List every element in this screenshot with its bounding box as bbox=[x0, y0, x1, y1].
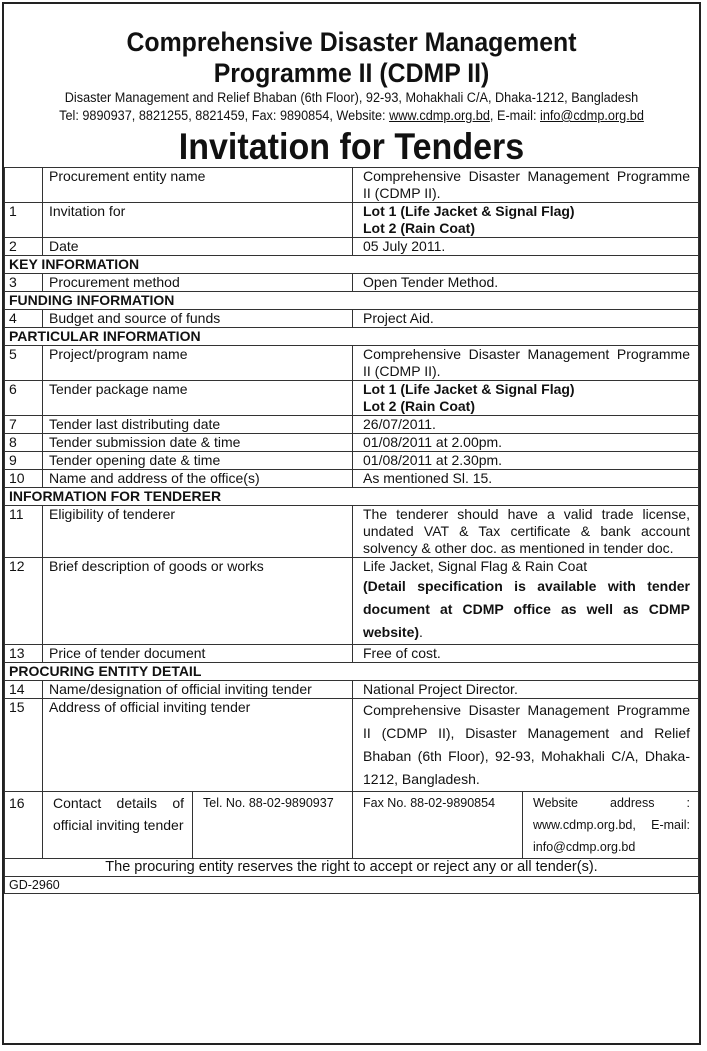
goods-summary: Life Jacket, Signal Flag & Rain Coat bbox=[363, 558, 588, 574]
contact-tel: Tel. No. 88-02-9890937 bbox=[193, 792, 353, 859]
row-label: Tender opening date & time bbox=[43, 452, 353, 470]
section-header: INFORMATION FOR TENDERER bbox=[5, 488, 699, 506]
row-number: 7 bbox=[5, 416, 43, 434]
section-header: PARTICULAR INFORMATION bbox=[5, 328, 699, 346]
row-value: Project Aid. bbox=[353, 310, 699, 328]
section-header: FUNDING INFORMATION bbox=[5, 292, 699, 310]
table-row bbox=[5, 699, 699, 792]
table-row bbox=[5, 506, 699, 558]
contact-website-email: Website address : www.cdmp.org.bd, E-mail: info@cdmp.org.bd bbox=[523, 792, 699, 859]
row-label: Tender last distributing date bbox=[43, 416, 353, 434]
row-value: 26/07/2011. bbox=[353, 416, 699, 434]
row-value: Comprehensive Disaster Management Programme II (CDMP II). bbox=[353, 168, 699, 203]
table-row bbox=[5, 452, 699, 470]
document-code: GD-2960 bbox=[5, 877, 699, 894]
row-label: Project/program name bbox=[43, 346, 353, 381]
organization-address: Disaster Management and Relief Bhaban (6th Floor), 92-93, Mohakhali C/A, Dhaka-1212, Bangladesh bbox=[64, 90, 639, 105]
row-number: 15 bbox=[5, 699, 43, 792]
row-label: Eligibility of tenderer bbox=[43, 506, 353, 558]
table-row bbox=[5, 558, 699, 645]
row-value: The tenderer should have a valid trade license, undated VAT & Tax certificate & bank account solvency & other doc. as mentioned in tender doc. bbox=[353, 506, 699, 558]
row-value: 01/08/2011 at 2.00pm. bbox=[353, 434, 699, 452]
row-value: Comprehensive Disaster Management Programme II (CDMP II), Disaster Management and Relief Bhaban (6th Floor), 92-93, Mohakhali C/A, Dhaka-1212, Bangladesh. bbox=[353, 699, 699, 792]
organization-title-line1: Comprehensive Disaster Management bbox=[126, 27, 577, 57]
row-label: Procurement entity name bbox=[43, 168, 353, 203]
table-row bbox=[5, 470, 699, 488]
row-label: Address of official inviting tender bbox=[43, 699, 353, 792]
row-value: Free of cost. bbox=[353, 645, 699, 663]
contact-label: Contact details of official inviting tender bbox=[43, 792, 193, 859]
footer-note-row bbox=[5, 859, 699, 877]
row-value: Comprehensive Disaster Management Programme II (CDMP II). bbox=[353, 346, 699, 381]
contact-fax: Fax No. 88-02-9890854 bbox=[353, 792, 523, 859]
contact-prefix: Tel: 9890937, 8821255, 8821459, Fax: 9890854, Website: bbox=[59, 108, 390, 123]
organization-title-line2: Programme II (CDMP II) bbox=[213, 58, 490, 88]
row-number: 1 bbox=[5, 203, 43, 238]
notice-header bbox=[4, 27, 699, 167]
row-label: Budget and source of funds bbox=[43, 310, 353, 328]
table-row bbox=[5, 792, 699, 859]
email-link[interactable]: info@cdmp.org.bd bbox=[539, 108, 644, 123]
table-row bbox=[5, 346, 699, 381]
row-label: Name/designation of official inviting tender bbox=[43, 681, 353, 699]
row-number: 12 bbox=[5, 558, 43, 645]
lot-2: Lot 2 (Rain Coat) bbox=[363, 398, 475, 414]
row-value: 01/08/2011 at 2.30pm. bbox=[353, 452, 699, 470]
table-row bbox=[5, 310, 699, 328]
row-number: 6 bbox=[5, 381, 43, 416]
footer-note: The procuring entity reserves the right to accept or reject any or all tender(s). bbox=[5, 859, 699, 877]
row-label: Invitation for bbox=[43, 203, 353, 238]
row-value: Open Tender Method. bbox=[353, 274, 699, 292]
row-number: 3 bbox=[5, 274, 43, 292]
lot-2: Lot 2 (Rain Coat) bbox=[363, 220, 475, 236]
detail-specification: (Detail specification is available with tender document at CDMP office as well as CDMP website) bbox=[363, 578, 690, 640]
row-number bbox=[5, 168, 43, 203]
table-row bbox=[5, 416, 699, 434]
row-value bbox=[353, 381, 699, 416]
notice-heading: Invitation for Tenders bbox=[178, 126, 525, 167]
row-number: 5 bbox=[5, 346, 43, 381]
row-number: 8 bbox=[5, 434, 43, 452]
table-row bbox=[5, 381, 699, 416]
table-row bbox=[5, 203, 699, 238]
table-row bbox=[5, 434, 699, 452]
row-label: Date bbox=[43, 238, 353, 256]
row-number: 9 bbox=[5, 452, 43, 470]
row-label: Name and address of the office(s) bbox=[43, 470, 353, 488]
row-number: 10 bbox=[5, 470, 43, 488]
row-number: 16 bbox=[5, 792, 43, 859]
website-link[interactable]: www.cdmp.org.bd bbox=[389, 108, 490, 123]
row-label: Tender submission date & time bbox=[43, 434, 353, 452]
lot-1: Lot 1 (Life Jacket & Signal Flag) bbox=[363, 381, 575, 397]
row-value bbox=[353, 203, 699, 238]
row-number: 11 bbox=[5, 506, 43, 558]
row-number: 4 bbox=[5, 310, 43, 328]
row-label: Price of tender document bbox=[43, 645, 353, 663]
table-row bbox=[5, 238, 699, 256]
table-row bbox=[5, 645, 699, 663]
email-prefix: , E-mail: bbox=[489, 108, 540, 123]
section-header: PROCURING ENTITY DETAIL bbox=[5, 663, 699, 681]
section-header: KEY INFORMATION bbox=[5, 256, 699, 274]
row-label: Brief description of goods or works bbox=[43, 558, 353, 645]
row-label: Procurement method bbox=[43, 274, 353, 292]
row-number: 14 bbox=[5, 681, 43, 699]
row-label: Tender package name bbox=[43, 381, 353, 416]
table-row bbox=[5, 274, 699, 292]
row-value bbox=[353, 558, 699, 645]
organization-contact bbox=[25, 107, 678, 125]
goods-detail-note bbox=[363, 575, 690, 644]
tender-table bbox=[4, 167, 699, 894]
detail-tail: . bbox=[419, 624, 423, 640]
row-number: 13 bbox=[5, 645, 43, 663]
table-row bbox=[5, 681, 699, 699]
row-value: 05 July 2011. bbox=[353, 238, 699, 256]
tender-notice bbox=[2, 2, 701, 1045]
row-value: As mentioned Sl. 15. bbox=[353, 470, 699, 488]
code-row bbox=[5, 877, 699, 894]
table-row bbox=[5, 168, 699, 203]
row-value: National Project Director. bbox=[353, 681, 699, 699]
lot-1: Lot 1 (Life Jacket & Signal Flag) bbox=[363, 203, 575, 219]
row-number: 2 bbox=[5, 238, 43, 256]
